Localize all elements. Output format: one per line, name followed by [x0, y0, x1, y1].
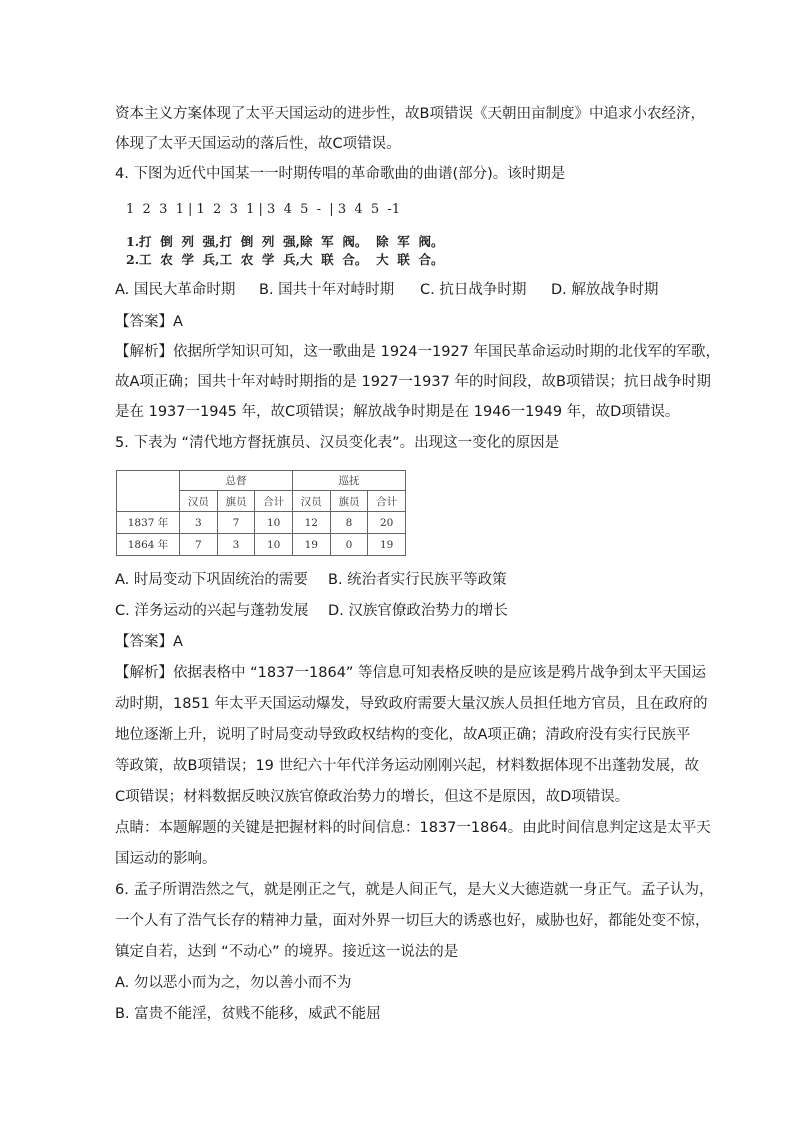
table-corner — [117, 471, 180, 512]
text-line: 资本主义方案体现了太平天国运动的进步性，故B项错误《天朝田亩制度》中追求小农经济， — [115, 106, 705, 122]
analysis-line: 【解析】依据表格中 “1837一1864” 等信息可知表格反映的是应该是鸦片战争到太平天国运 — [115, 665, 707, 681]
score-lyric-1: 1.打 倒 列 强,打 倒 列 强,除 军 阀。 除 军 阀。 — [126, 234, 444, 249]
question-6: 6. 孟子所谓浩然之气，就是刚正之气，就是人间正气，是大义大德造就一身正气。孟子认为， — [115, 882, 714, 898]
table-cell: 3 — [217, 534, 255, 556]
table-row — [117, 512, 406, 534]
table-sub-header: 旗员 — [330, 490, 368, 512]
q4-option-b: B. 国共十年对峙时期 — [259, 282, 395, 298]
table-cell: 7 — [180, 534, 218, 556]
table-row-year: 1864 年 — [117, 534, 180, 556]
music-score-image — [126, 200, 466, 266]
table-sub-header: 汉员 — [292, 490, 330, 512]
table-sub-header: 合计 — [255, 490, 293, 512]
key-point-line: 国运动的影响。 — [115, 851, 217, 867]
table-cell: 8 — [330, 512, 368, 534]
q5-option-d: D. 汉族官僚政治势力的增长 — [328, 603, 508, 619]
score-notes: 1 2 3 1 | 1 2 3 1 | 3 4 5 - | 3 4 5 -1 — [126, 202, 401, 217]
analysis-line: 是在 1937一1945 年，故C项错误；解放战争时期是在 1946一1949 年，故D项错误。 — [115, 404, 680, 420]
q5-option-c: C. 洋务运动的兴起与蓬勃发展 — [115, 603, 309, 619]
q4-option-a: A. 国民大革命时期 — [115, 282, 236, 298]
answer-label: 【答案】A — [115, 314, 183, 330]
table-group-header: 总督 — [180, 471, 293, 491]
question-6-text: 镇定自若，达到 “不动心” 的境界。接近这一说法的是 — [115, 944, 459, 960]
table-sub-header: 汉员 — [180, 490, 218, 512]
q5-option-b: B. 统治者实行民族平等政策 — [328, 572, 507, 588]
analysis-line: 地位逐渐上升，说明了时局变动导致政权结构的变化，故A项正确；清政府没有实行民族平 — [115, 727, 691, 743]
analysis-line: 动时期，1851 年太平天国运动爆发，导致政府需要大量汉族人员担任地方官员，且在政府的 — [115, 696, 708, 712]
table-group-header: 巡抚 — [292, 471, 405, 491]
table-cell: 0 — [330, 534, 368, 556]
score-lyric-2: 2.工 农 学 兵,工 农 学 兵,大 联 合。 大 联 合。 — [126, 252, 444, 267]
question-5: 5. 下表为 “清代地方督抚旗员、汉员变化表”。出现这一变化的原因是 — [115, 435, 560, 451]
q5-option-a: A. 时局变动下巩固统治的需要 — [115, 572, 308, 588]
q6-option-a: A. 勿以恶小而为之，勿以善小而不为 — [115, 975, 352, 991]
table-cell: 19 — [368, 534, 406, 556]
q6-option-b: B. 富贵不能淫，贫贱不能移，威武不能屈 — [115, 1006, 381, 1022]
key-point-line: 点睛：本题解题的关键是把握材料的时间信息：1837一1864。由此时间信息判定这是太平天 — [115, 820, 711, 836]
table-cell: 12 — [292, 512, 330, 534]
q4-option-c: C. 抗日战争时期 — [420, 282, 527, 298]
table-sub-header: 旗员 — [217, 490, 255, 512]
table-cell: 3 — [180, 512, 218, 534]
analysis-line: C项错误；材料数据反映汉族官僚政治势力的增长，但这不是原因，故D项错误。 — [115, 789, 630, 805]
table-sub-header: 合计 — [368, 490, 406, 512]
q4-option-d: D. 解放战争时期 — [551, 282, 659, 298]
table-row — [117, 534, 406, 556]
governor-table — [116, 470, 406, 556]
text-line: 体现了太平天国运动的落后性，故C项错误。 — [115, 136, 401, 152]
table-cell: 20 — [368, 512, 406, 534]
table-cell: 10 — [255, 512, 293, 534]
question-6-text: 一个人有了浩气长存的精神力量，面对外界一切巨大的诱惑也好，威胁也好，都能处变不惊， — [115, 913, 710, 929]
question-4: 4. 下图为近代中国某一一时期传唱的革命歌曲的曲谱(部分)。该时期是 — [115, 166, 566, 182]
table-cell: 10 — [255, 534, 293, 556]
table-cell: 19 — [292, 534, 330, 556]
analysis-line: 等政策，故B项错误；19 世纪六十年代洋务运动刚刚兴起，材料数据体现不出蓬勃发展，故 — [115, 758, 700, 774]
analysis-line: 【解析】依据所学知识可知，这一歌曲是 1924一1927 年国民革命运动时期的北伐军的军歌， — [115, 344, 721, 360]
table-cell: 7 — [217, 512, 255, 534]
analysis-line: 故A项正确；国共十年对峙时期指的是 1927一1937 年的时间段，故B项错误；抗日战争时期 — [115, 374, 711, 390]
answer-label: 【答案】A — [115, 634, 183, 650]
table-row-year: 1837 年 — [117, 512, 180, 534]
